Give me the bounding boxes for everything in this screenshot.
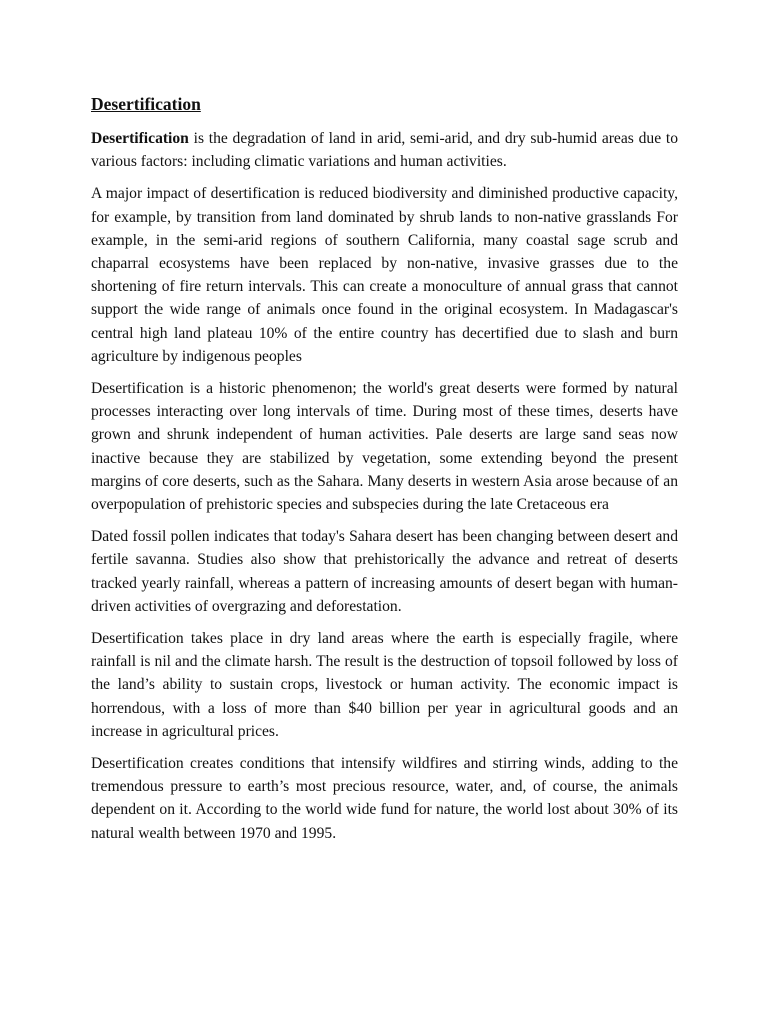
paragraph-dry-lands: Desertification takes place in dry land areas where the earth is especially fragile, where rainfall is nil and the climate harsh. The result is the destruction of topsoil followed by loss of the land’s ability to sustain crops, livestock or human activity. The economic impact is horrendous, with a loss of more than $40 billion per year in agricultural goods and an increase in agricultural prices. bbox=[91, 630, 678, 740]
paragraph-impact: A major impact of desertification is reduced biodiversity and diminished productive capacity, for example, by transition from land dominated by shrub lands to non-native grasslands For example, in the semi-arid regions of southern California, many coastal sage scrub and chaparral ecosystems have been replaced by non-native, invasive grasses due to the shortening of fire return intervals. This can create a monoculture of annual grass that cannot support the wide range of animals once found in the original ecosystem. In Madagascar's central high land plateau 10% of the entire country has decertified due to slash and burn agriculture by indigenous peoples bbox=[91, 185, 678, 365]
intro-text: is the degradation of land in arid, semi-arid, and dry sub-humid areas due to various factors: including climatic variations and human activities. bbox=[91, 130, 678, 171]
paragraph-history: Desertification is a historic phenomenon; the world's great deserts were formed by natural processes interacting over long intervals of time. During most of these times, deserts have grown and shrunk independent of human activities. Pale deserts are large sand seas now inactive because they are stabilized by vegetation, some extending beyond the present margins of core deserts, such as the Sahara. Many deserts in western Asia arose because of an overpopulation of prehistoric species and subspecies during the late Cretaceous era bbox=[91, 380, 678, 514]
paragraph-wildfires: Desertification creates conditions that intensify wildfires and stirring winds, adding to the tremendous pressure to earth’s most precious resource, water, and, of course, the animals dependent on it. According to the world wide fund for nature, the world lost about 30% of its natural wealth between 1970 and 1995. bbox=[91, 755, 678, 842]
paragraph-fossil-pollen: Dated fossil pollen indicates that today's Sahara desert has been changing between desert and fertile savanna. Studies also show that prehistorically the advance and retreat of deserts tracked yearly rainfall, whereas a pattern of increasing amounts of desert began with human-driven activities of overgrazing and deforestation. bbox=[91, 528, 678, 615]
document-heading: Desertification bbox=[91, 94, 201, 114]
document-body bbox=[91, 92, 678, 854]
intro-term: Desertification bbox=[91, 130, 189, 147]
intro-paragraph bbox=[91, 127, 678, 173]
